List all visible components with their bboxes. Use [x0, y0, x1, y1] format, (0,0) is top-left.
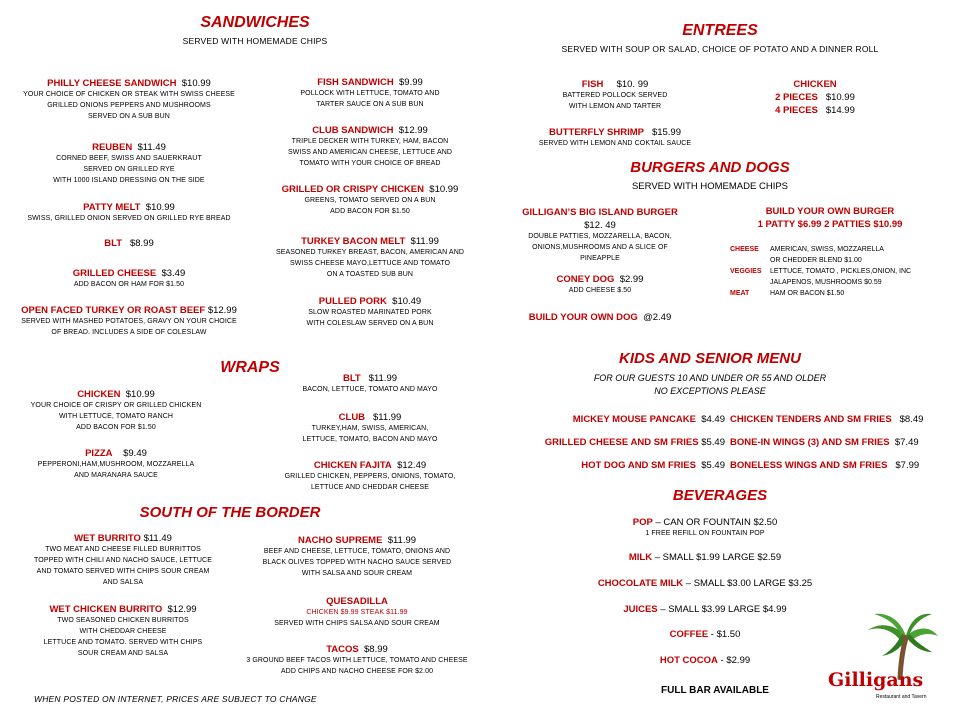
item-price: $5.49 — [701, 460, 725, 471]
item-desc: WITH LETTUCE, TOMATO RANCH — [58, 413, 174, 420]
item-desc: SERVED WITH MASHED POTATOES, GRAVY ON YOUR CHOICE — [21, 318, 237, 325]
south-wet-chicken-burrito — [0, 604, 246, 659]
bev-hot-cocoa — [580, 655, 830, 666]
item-desc: TOPPED WITH CHILI AND NACHO SAUCE, LETTUCE — [34, 557, 212, 564]
item-name: BUTTERFLY SHRIMP — [549, 127, 645, 138]
item-name: CONEY DOG — [556, 274, 615, 285]
item-price: $8.99 — [129, 238, 154, 249]
option-label: VEGGIES — [730, 268, 762, 275]
item-desc: SERVED ON GRILLED RYE — [83, 166, 175, 173]
item-name: CLUB — [338, 412, 366, 423]
item-desc: SLOW ROASTED MARINATED PORK — [308, 309, 432, 316]
item-name: BUILD YOUR OWN BURGER — [765, 206, 895, 217]
item-desc: ON A TOASTED SUB BUN — [326, 271, 414, 278]
bev-name: JUICES — [623, 604, 658, 615]
item-desc: GRILLED CHICKEN, PEPPERS, ONIONS, TOMATO, — [284, 473, 456, 480]
item-name: CHICKEN — [793, 79, 837, 90]
burgers-heading: BURGERS AND DOGS — [630, 159, 790, 176]
sandwich-philly — [0, 78, 258, 122]
option-text: AMERICAN, SWISS, MOZZARELLA — [770, 246, 884, 253]
item-desc: BATTERED POLLOCK SERVED — [562, 92, 668, 99]
item-desc: WITH CHEDDAR CHEESE — [79, 628, 167, 635]
item-name: BLT — [104, 238, 123, 249]
south-tacos — [232, 644, 482, 677]
item-name: GRILLED CHEESE AND SM FRIES — [544, 437, 699, 448]
item-name: BLT — [342, 373, 361, 384]
item-desc: AND MARANARA SAUCE — [74, 472, 158, 479]
item-desc: BLACK OLIVES TOPPED WITH NACHO SAUCE SERVED — [262, 559, 452, 566]
item-price: $11.49 — [137, 142, 166, 153]
item-desc: SEASONED TURKEY BREAST, BACON, AMERICAN AND — [275, 249, 465, 256]
item-desc: ADD CHEESE $.50 — [568, 287, 632, 294]
item-price: $12.99 — [167, 604, 197, 615]
item-name: CHICKEN — [77, 389, 121, 400]
item-price: $10.99 — [825, 92, 855, 103]
item-name: GRILLED OR CRISPY CHICKEN — [281, 184, 424, 195]
item-desc: WITH LEMON AND TARTER — [568, 103, 662, 110]
item-price: $15.99 — [651, 127, 681, 138]
item-desc: LETTUCE AND CHEDDAR CHEESE — [310, 484, 430, 491]
bev-coffee — [580, 629, 830, 640]
item-desc: GREENS, TOMATO SERVED ON A BUN — [304, 197, 436, 204]
option-label: CHEESE — [730, 246, 759, 253]
sandwich-reuben — [0, 142, 258, 186]
item-price: $11.99 — [410, 236, 439, 247]
item-name: CLUB SANDWICH — [312, 125, 394, 136]
bev-price: - $1.50 — [708, 629, 741, 640]
item-name: CHICKEN FAJITA — [313, 460, 392, 471]
sandwich-turkey-bacon — [250, 236, 490, 280]
item-desc: YOUR CHOICE OF CRISPY OR GRILLED CHICKEN — [30, 402, 202, 409]
item-price: $4.49 — [701, 414, 725, 425]
item-desc: GRILLED ONIONS PEPPERS AND MUSHROOMS — [47, 102, 211, 109]
south-heading: SOUTH OF THE BORDER — [139, 504, 321, 521]
wrap-chicken-fajita — [250, 460, 490, 493]
item-desc: SOUR CREAM AND SALSA — [77, 650, 169, 657]
item-desc: TURKEY,HAM, SWISS, AMERICAN, — [311, 425, 429, 432]
item-name: PATTY MELT — [83, 202, 141, 213]
bev-name: CHOCOLATE MILK — [597, 578, 684, 589]
sandwich-pulled-pork — [250, 296, 490, 329]
brand-logo-text: Gilligans — [828, 669, 924, 691]
item-desc: SERVED WITH LEMON AND COKTAIL SAUCE — [538, 140, 692, 147]
bev-name: MILK — [628, 552, 653, 563]
item-price: $12.99 — [398, 125, 428, 136]
beverages-heading: BEVERAGES — [672, 487, 768, 504]
bev-juices — [580, 604, 830, 615]
option-text: JALAPENOS, MUSHROOMS $0.59 — [770, 279, 882, 286]
item-price: $11.99 — [387, 535, 417, 546]
option-text: LETTUCE, TOMATO , PICKLES,ONION, INC — [770, 268, 912, 275]
item-price: $14.99 — [825, 105, 855, 116]
item-desc: AND SALSA — [102, 579, 144, 586]
item-price: $10.99 — [145, 202, 175, 213]
item-desc: LETTUCE, TOMATO, BACON AND MAYO — [302, 436, 438, 443]
south-wet-burrito — [0, 533, 246, 588]
item-name: OPEN FACED TURKEY OR ROAST BEEF — [21, 305, 206, 316]
item-desc: ADD BACON OR HAM FOR $1.50 — [73, 281, 185, 288]
item-price: $10.99 — [181, 78, 211, 89]
item-price: $7.99 — [895, 460, 920, 471]
item-price: $12.99 — [207, 305, 237, 316]
sandwich-chicken — [250, 184, 490, 217]
item-price: $11.49 — [143, 533, 172, 544]
wraps-heading: WRAPS — [220, 359, 280, 376]
item-desc: SERVED ON A SUB BUN — [88, 113, 170, 120]
wrap-chicken — [0, 389, 232, 433]
item-desc: TOMATO WITH YOUR CHOICE OF BREAD — [299, 160, 441, 167]
kids-subtitle-2: NO EXCEPTIONS PLEASE — [654, 386, 766, 396]
item-desc: SWISS CHEESE MAYO,LETTUCE AND TOMATO — [289, 260, 451, 267]
option-label: MEAT — [730, 290, 750, 297]
byob-options — [730, 244, 940, 299]
sandwich-club — [250, 125, 490, 169]
item-price: $9.99 — [399, 77, 423, 88]
kids-subtitle: FOR OUR GUESTS 10 AND UNDER OR 55 AND OLDER — [593, 373, 827, 383]
item-name: NACHO SUPREME — [297, 535, 383, 546]
sandwich-blt — [0, 238, 258, 249]
item-desc: PEPPERONI,HAM,MUSHROOM, MOZZARELLA — [37, 461, 195, 468]
item-name: GILLIGAN’S BIG ISLAND BURGER — [522, 207, 678, 218]
byob-prices: 1 PATTY $6.99 2 PATTIES $10.99 — [757, 219, 903, 230]
item-desc: 3 GROUND BEEF TACOS WITH LETTUCE, TOMATO AND CHEESE — [246, 657, 468, 664]
kids-left-col — [510, 414, 725, 483]
sandwiches-subtitle: SERVED WITH HOMEMADE CHIPS — [182, 36, 328, 46]
item-price: $8.49 — [899, 414, 924, 425]
burger-gilligans — [500, 207, 700, 264]
wrap-blt — [250, 373, 490, 395]
item-name: CHICKEN TENDERS AND SM FRIES — [730, 414, 892, 425]
bev-price: – SMALL $3.99 LARGE $4.99 — [657, 604, 787, 615]
entree-butterfly-shrimp — [520, 127, 710, 149]
item-price: $10. 99 — [616, 79, 649, 90]
bev-milk — [580, 552, 830, 563]
item-name: FISH — [581, 79, 604, 90]
item-price: $11.99 — [368, 373, 398, 384]
item-name: BUILD YOUR OWN DOG — [528, 312, 638, 323]
item-desc: WITH COLESLAW SERVED ON A BUN — [306, 320, 434, 327]
item-desc: SERVED WITH CHIPS SALSA AND SOUR CREAM — [274, 620, 440, 627]
item-desc: ONIONS,MUSHROOMS AND A SLICE OF — [532, 244, 668, 251]
item-desc: BACON, LETTUCE, TOMATO AND MAYO — [302, 386, 438, 393]
bev-price: – SMALL $1.99 LARGE $2.59 — [652, 552, 782, 563]
bev-chocolate-milk — [580, 578, 830, 589]
item-name: TURKEY BACON MELT — [301, 236, 406, 247]
item-name: GRILLED CHEESE — [72, 268, 157, 279]
item-name: WET BURRITO — [74, 533, 141, 544]
item-desc: TWO SEASONED CHICKEN BURRITOS — [57, 617, 189, 624]
item-desc: POLLOCK WITH LETTUCE, TOMATO AND — [300, 90, 440, 97]
sandwiches-heading: SANDWICHES — [200, 14, 310, 31]
item-name: FISH SANDWICH — [317, 77, 394, 88]
item-desc: TARTER SAUCE ON A SUB BUN — [316, 101, 424, 108]
quesadilla-prices: CHICKEN $9.99 STEAK $11.99 — [306, 609, 408, 616]
bev-price: - $2.99 — [717, 655, 751, 666]
dog-coney — [500, 274, 700, 296]
option-text: OR CHEDDER BLEND $1.00 — [770, 257, 862, 264]
item-price: $2.99 — [619, 274, 644, 285]
item-name: HOT DOG AND SM FRIES — [581, 460, 696, 471]
price-disclaimer: WHEN POSTED ON INTERNET, PRICES ARE SUBJECT TO CHANGE — [34, 694, 317, 704]
item-price: $7.49 — [894, 437, 919, 448]
wrap-pizza — [0, 448, 232, 481]
item-price: $12.49 — [397, 460, 427, 471]
full-bar-note: FULL BAR AVAILABLE — [661, 685, 769, 696]
item-variant: 4 PIECES — [775, 105, 818, 116]
item-desc: LETTUCE AND TOMATO. SERVED WITH CHIPS — [43, 639, 203, 646]
item-price: $10.99 — [125, 389, 155, 400]
item-desc: PINEAPPLE — [580, 255, 620, 262]
item-name: PIZZA — [85, 448, 113, 459]
item-desc: BEEF AND CHEESE, LETTUCE, TOMATO, ONIONS AND — [263, 548, 451, 555]
south-quesadilla — [232, 596, 482, 629]
dog-build-your-own — [500, 312, 700, 323]
kids-right-col — [730, 414, 940, 483]
bev-note: 1 FREE REFILL ON FOUNTAIN POP — [645, 530, 765, 537]
entrees-heading: ENTREES — [682, 22, 758, 39]
south-nacho-supreme — [232, 535, 482, 579]
item-name: PHILLY CHEESE SANDWICH — [47, 78, 177, 89]
wrap-club — [250, 412, 490, 445]
bev-pop — [580, 517, 830, 539]
entree-fish — [540, 79, 690, 112]
item-price: $8.99 — [364, 644, 388, 655]
item-name: BONELESS WINGS AND SM FRIES — [730, 460, 888, 471]
item-desc: TWO MEAT AND CHEESE FILLED BURRITTOS — [45, 546, 201, 553]
bev-price: – SMALL $3.00 LARGE $3.25 — [683, 578, 813, 589]
item-desc: AND TOMATO SERVED WITH CHIPS SOUR CREAM — [36, 568, 210, 575]
item-name: BONE-IN WINGS (3) AND SM FRIES — [730, 437, 890, 448]
item-desc: WITH 1000 ISLAND DRESSING ON THE SIDE — [53, 177, 205, 184]
item-desc: ADD BACON FOR $1.50 — [330, 208, 410, 215]
item-price: @2.49 — [643, 312, 672, 323]
item-price: $10.49 — [392, 296, 422, 307]
item-name: WET CHICKEN BURRITO — [49, 604, 163, 615]
item-price: $9.49 — [123, 448, 147, 459]
item-price: $12. 49 — [584, 220, 616, 231]
item-price: $11.99 — [372, 412, 402, 423]
item-desc: WITH SALSA AND SOUR CREAM — [301, 570, 413, 577]
bev-name: HOT COCOA — [659, 655, 718, 666]
item-price: $3.49 — [161, 268, 186, 279]
item-price: $5.49 — [701, 437, 725, 448]
item-price: $10.99 — [429, 184, 459, 195]
entrees-subtitle: SERVED WITH SOUP OR SALAD, CHOICE OF POTATO AND A DINNER ROLL — [561, 44, 879, 54]
item-desc: DOUBLE PATTIES, MOZZARELLA, BACON, — [528, 233, 672, 240]
item-desc: CORNED BEEF, SWISS AND SAUERKRAUT — [56, 155, 202, 162]
item-desc: SWISS, GRILLED ONION SERVED ON GRILLED RYE BREAD — [27, 215, 231, 222]
item-desc: TRIPLE DECKER WITH TURKEY, HAM, BACON — [291, 138, 449, 145]
sandwich-grilled-cheese — [0, 268, 258, 290]
kids-heading: KIDS AND SENIOR MENU — [619, 350, 801, 367]
bev-price: – CAN OR FOUNTAIN $2.50 — [652, 517, 778, 528]
item-name: QUESADILLA — [326, 596, 388, 607]
item-desc: YOUR CHOICE OF CHICKEN OR STEAK WITH SWISS CHEESE — [23, 91, 235, 98]
burgers-subtitle: SERVED WITH HOMEMADE CHIPS — [631, 181, 789, 192]
item-desc: ADD CHIPS AND NACHO CHEESE FOR $2.00 — [280, 668, 434, 675]
item-variant: 2 PIECES — [775, 92, 818, 103]
sandwich-patty-melt — [0, 202, 258, 224]
item-desc: OF BREAD. INCLUDES A SIDE OF COLESLAW — [51, 329, 207, 336]
item-name: PULLED PORK — [318, 296, 387, 307]
item-name: REUBEN — [92, 142, 133, 153]
item-name: TACOS — [326, 644, 359, 655]
item-name: MICKEY MOUSE PANCAKE — [572, 414, 696, 425]
sandwich-open-faced — [0, 305, 258, 338]
bev-name: COFFEE — [669, 629, 709, 640]
item-desc: SWISS AND AMERICAN CHEESE, LETTUCE AND — [287, 149, 453, 156]
burger-build-your-own — [730, 206, 930, 230]
bev-name: POP — [632, 517, 653, 528]
entree-chicken — [740, 79, 890, 116]
option-text: HAM OR BACON $1.50 — [770, 290, 845, 297]
sandwich-fish — [250, 77, 490, 110]
brand-logo-subtitle: Restaurant and Tavern — [876, 694, 927, 700]
item-desc: ADD BACON FOR $1.50 — [76, 424, 156, 431]
